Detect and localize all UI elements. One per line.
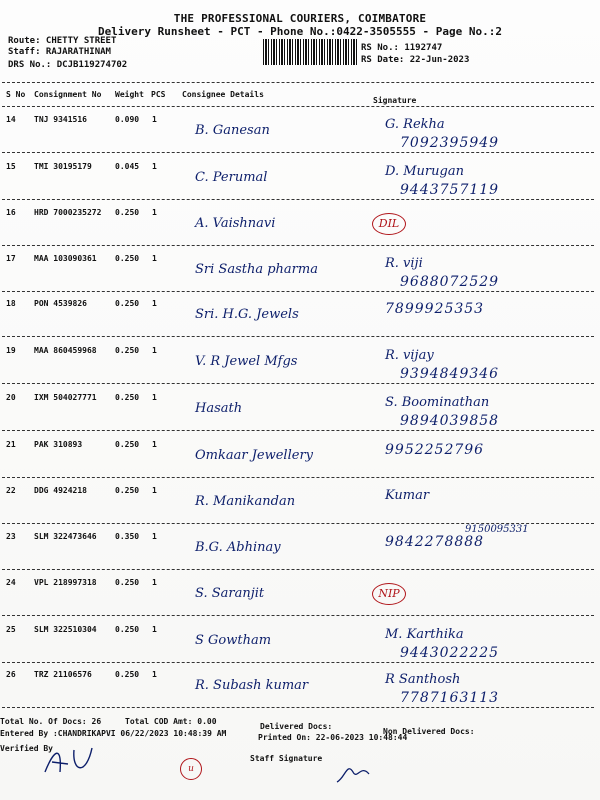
row-sno: 21	[6, 440, 16, 449]
row-pcs: 1	[152, 440, 157, 449]
row-weight: 0.250	[115, 299, 140, 308]
row-consignment: PAK 310893	[34, 440, 83, 449]
row-sno: 15	[6, 162, 16, 171]
row-consignment: TMI 30195179	[34, 162, 92, 171]
row-pcs: 1	[152, 578, 157, 587]
row-phone: 9842278888	[385, 534, 485, 550]
row-consignee: R. Subash kumar	[195, 678, 309, 693]
row-consignee: Hasath	[195, 401, 243, 416]
col-sno: S No	[6, 90, 26, 99]
col-weight: Weight	[115, 90, 144, 99]
row-pcs: 1	[152, 115, 157, 124]
row-signature: M. Karthika	[385, 627, 464, 642]
row-phone: 7899925353	[385, 301, 485, 317]
row-consignment: DDG 4924218	[34, 486, 87, 495]
col-signature: Signature	[373, 96, 417, 105]
row-sno: 19	[6, 346, 16, 355]
row-sno: 20	[6, 393, 16, 402]
runsheet-title: Delivery Runsheet - PCT - Phone No.:0422-3505555 - Page No.:2	[98, 25, 502, 38]
col-pcs: PCS	[151, 90, 166, 99]
row-phone-alt: 9150095331	[465, 524, 529, 535]
row-phone: 9688072529	[400, 274, 500, 290]
row-sno: 17	[6, 254, 16, 263]
row-consignee: Omkaar Jewellery	[195, 448, 314, 463]
row-phone: 9443757119	[400, 182, 500, 198]
row-stamp: NIP	[372, 583, 406, 605]
row-divider	[2, 152, 594, 153]
rs-date: RS Date: 22-Jun-2023	[361, 55, 470, 65]
row-consignment: SLM 322473646	[34, 532, 97, 541]
row-consignment: HRD 7000235272	[34, 208, 102, 217]
route-label: Route: CHETTY STREET	[8, 36, 117, 46]
row-weight: 0.250	[115, 670, 140, 679]
row-consignment: SLM 322510304	[34, 625, 97, 634]
non-delivered-docs: Non Delivered Docs:	[383, 727, 475, 736]
row-sno: 23	[6, 532, 16, 541]
row-signature: R. viji	[385, 256, 423, 271]
row-signature: R. vijay	[385, 348, 434, 363]
row-phone: 9443022225	[400, 645, 500, 661]
row-sno: 18	[6, 299, 16, 308]
row-divider	[2, 199, 594, 200]
initial-stamp: u	[180, 758, 202, 780]
row-weight: 0.250	[115, 393, 140, 402]
row-pcs: 1	[152, 532, 157, 541]
row-pcs: 1	[152, 299, 157, 308]
entered-by: Entered By :CHANDRIKAPVI 06/22/2023 10:48:39 AM	[0, 729, 227, 738]
row-sno: 26	[6, 670, 16, 679]
row-pcs: 1	[152, 393, 157, 402]
row-divider	[2, 477, 594, 478]
row-weight: 0.250	[115, 208, 140, 217]
row-weight: 0.250	[115, 440, 140, 449]
delivered-docs: Delivered Docs:	[260, 722, 333, 731]
row-divider	[2, 245, 594, 246]
printed-on: Printed On: 22-06-2023 10:48:44	[258, 733, 408, 742]
verified-by: Verified By	[0, 744, 53, 753]
row-pcs: 1	[152, 670, 157, 679]
row-weight: 0.250	[115, 254, 140, 263]
row-weight: 0.250	[115, 486, 140, 495]
row-divider	[2, 707, 594, 708]
row-consignment: PON 4539826	[34, 299, 87, 308]
company-name: THE PROFESSIONAL COURIERS, COIMBATORE	[173, 12, 427, 25]
row-signature: G. Rekha	[385, 117, 445, 132]
row-consignee: R. Manikandan	[195, 494, 296, 509]
row-weight: 0.045	[115, 162, 140, 171]
row-consignment: VPL 218997318	[34, 578, 97, 587]
row-sno: 22	[6, 486, 16, 495]
row-divider	[2, 291, 594, 292]
row-pcs: 1	[152, 625, 157, 634]
verifier-signature	[40, 742, 100, 782]
col-consignment: Consignment No	[34, 90, 102, 99]
row-weight: 0.250	[115, 625, 140, 634]
row-divider	[2, 569, 594, 570]
row-sno: 14	[6, 115, 16, 124]
row-consignee: B. Ganesan	[195, 123, 270, 138]
row-consignee: S. Saranjit	[195, 586, 265, 601]
row-phone: 7787163113	[400, 690, 500, 706]
row-pcs: 1	[152, 208, 157, 217]
row-weight: 0.350	[115, 532, 140, 541]
row-phone: 9952252796	[385, 442, 485, 458]
row-sno: 16	[6, 208, 16, 217]
row-divider	[2, 662, 594, 663]
row-sno: 25	[6, 625, 16, 634]
col-consignee: Consignee Details	[182, 90, 264, 99]
row-consignee: S Gowtham	[195, 633, 272, 648]
row-stamp: DIL	[372, 213, 406, 235]
row-consignee: Sri. H.G. Jewels	[195, 307, 299, 322]
rs-number: RS No.: 1192747	[361, 43, 443, 53]
row-phone: 9894039858	[400, 413, 500, 429]
divider	[2, 106, 594, 107]
row-pcs: 1	[152, 486, 157, 495]
row-signature: Kumar	[385, 488, 430, 503]
total-cod: Total COD Amt: 0.00	[125, 717, 217, 726]
row-consignee: A. Vaishnavi	[195, 216, 276, 231]
row-divider	[2, 383, 594, 384]
row-divider	[2, 430, 594, 431]
row-consignment: IXM 504027771	[34, 393, 97, 402]
row-consignee: Sri Sastha pharma	[195, 262, 318, 277]
drs-number: DRS No.: DCJB119274702	[8, 60, 128, 70]
row-consignment: TNJ 9341516	[34, 115, 87, 124]
staff-label: Staff: RAJARATHINAM	[8, 47, 111, 57]
row-signature: S. Boominathan	[385, 395, 490, 410]
row-consignee: V. R Jewel Mfgs	[195, 354, 298, 369]
row-consignment: TRZ 21106576	[34, 670, 92, 679]
total-docs: Total No. Of Docs: 26	[0, 717, 102, 726]
row-consignment: MAA 860459968	[34, 346, 97, 355]
barcode	[263, 39, 358, 65]
row-weight: 0.090	[115, 115, 140, 124]
row-pcs: 1	[152, 162, 157, 171]
staff-signature-label: Staff Signature	[250, 754, 323, 763]
row-weight: 0.250	[115, 578, 140, 587]
row-phone: 9394849346	[400, 366, 500, 382]
row-weight: 0.250	[115, 346, 140, 355]
row-divider	[2, 336, 594, 337]
divider	[2, 82, 594, 83]
row-consignment: MAA 103090361	[34, 254, 97, 263]
row-signature: R Santhosh	[385, 672, 461, 687]
row-pcs: 1	[152, 254, 157, 263]
row-pcs: 1	[152, 346, 157, 355]
row-consignee: B.G. Abhinay	[195, 540, 281, 555]
row-consignee: C. Perumal	[195, 170, 268, 185]
row-phone: 7092395949	[400, 135, 500, 151]
staff-signature-scribble	[335, 758, 375, 788]
row-sno: 24	[6, 578, 16, 587]
row-signature: D. Murugan	[385, 164, 464, 179]
row-divider	[2, 615, 594, 616]
